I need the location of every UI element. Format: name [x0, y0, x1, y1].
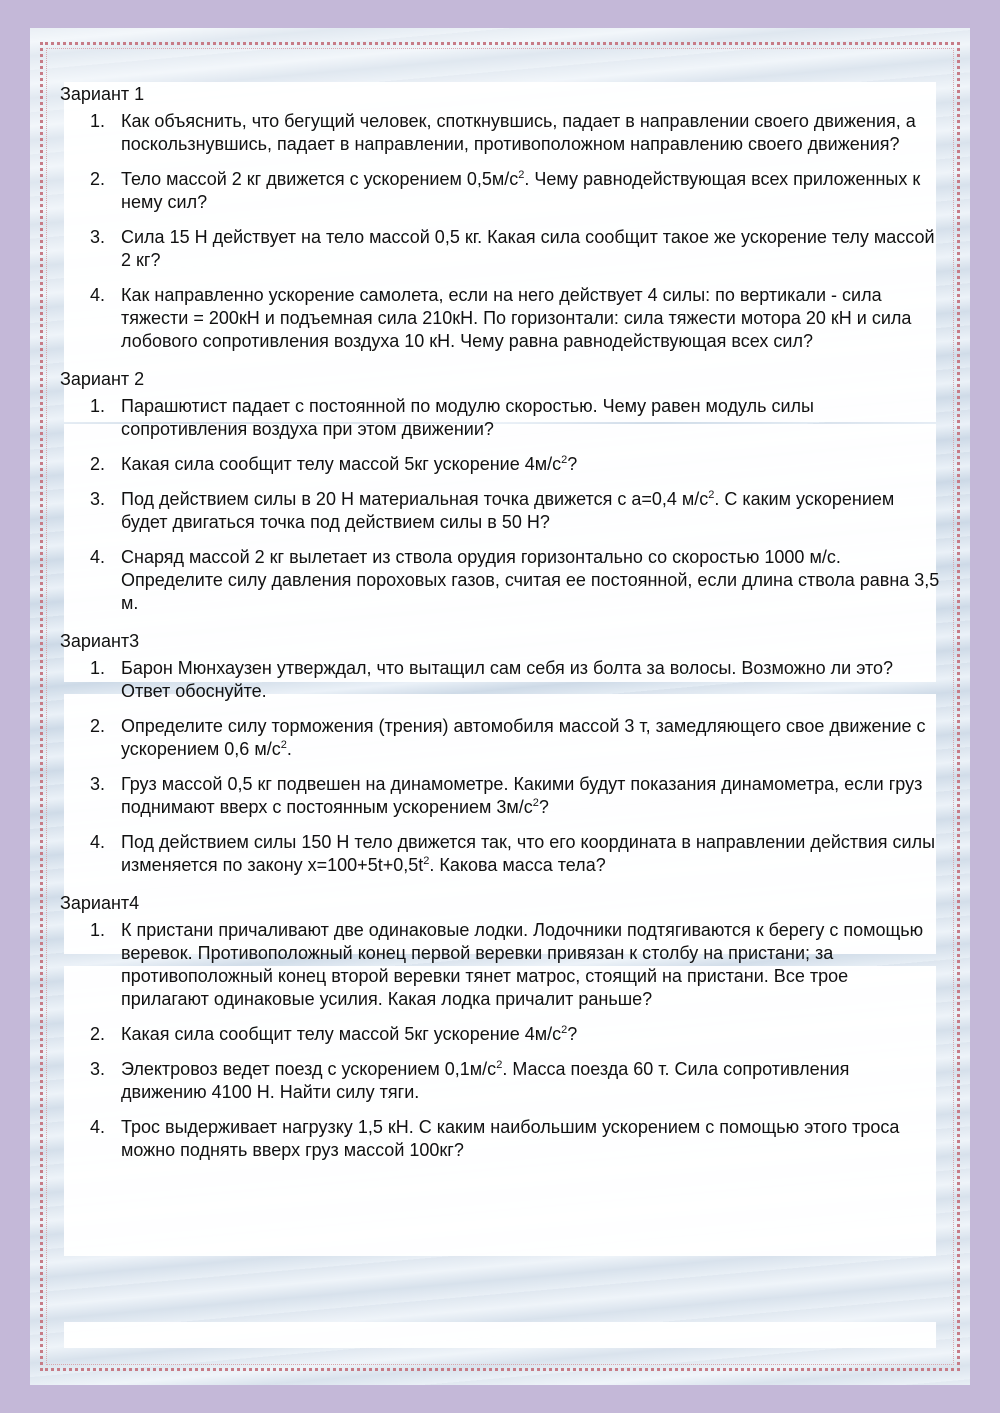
question-number: 4.	[90, 832, 106, 852]
question-text	[121, 396, 814, 439]
question-text-tail: ?	[567, 454, 578, 474]
variant-title: Зариант3	[60, 631, 140, 651]
question-text	[121, 489, 894, 532]
question-text-tail: . С каким ускорением будет двигаться точка под действием силы в 50 Н?	[121, 489, 895, 532]
variant-title: Зариант 2	[60, 369, 145, 389]
question-number: 3.	[90, 774, 106, 794]
question-text	[121, 658, 893, 701]
question-item	[60, 226, 940, 272]
variant-section	[60, 627, 940, 877]
question-item	[60, 773, 940, 819]
question-text-main: К пристани причаливают две одинаковые лодки. Лодочники подтягиваются к берегу с помощью веревок. Противоположный конец первой веревки привязан к столбу на пристани; за противоположный конец второй веревки тянет матрос, стоящий на пристани. Все трое прилагают одинаковые усилия. Какая лодка причалит раньше?	[121, 920, 924, 1009]
question-text-tail: . Чему равнодействующая всех приложенных к нему сил?	[121, 169, 921, 212]
question-item	[60, 395, 940, 441]
variant-section	[60, 365, 940, 615]
variant-title: Зариант 1	[60, 84, 145, 104]
question-text	[121, 547, 939, 613]
question-text-main: Какая сила сообщит телу массой 5кг ускорение 4м/с	[121, 454, 562, 474]
question-item	[60, 546, 940, 615]
question-number: 1.	[90, 396, 106, 416]
variant-section	[60, 889, 940, 1162]
exponent: 2	[561, 1024, 568, 1036]
question-number: 2.	[90, 716, 106, 736]
question-number: 1.	[90, 658, 106, 678]
question-number: 2.	[90, 169, 106, 189]
question-text-main: Под действием силы в 20 Н материальная точка движется с а=0,4 м/с	[121, 489, 709, 509]
question-item	[60, 657, 940, 703]
question-number: 3.	[90, 227, 106, 247]
question-text	[121, 227, 935, 270]
exponent: 2	[496, 1059, 503, 1071]
question-text-tail: . Какова масса тела?	[429, 855, 606, 875]
question-number: 2.	[90, 454, 106, 474]
exponent: 2	[280, 739, 287, 751]
question-list	[60, 110, 940, 353]
question-item	[60, 110, 940, 156]
variant-section	[60, 80, 940, 353]
question-list	[60, 919, 940, 1162]
exponent: 2	[708, 489, 715, 501]
question-item	[60, 715, 940, 761]
question-number: 4.	[90, 285, 106, 305]
question-text-main: Какая сила сообщит телу массой 5кг ускорение 4м/с	[121, 1024, 562, 1044]
question-number: 2.	[90, 1024, 106, 1044]
question-text-main: Тело массой 2 кг движется с ускорением 0,5м/с	[121, 169, 519, 189]
question-text-tail: . Масса поезда 60 т. Сила сопротивления движению 4100 Н. Найти силу тяги.	[121, 1059, 850, 1102]
question-number: 1.	[90, 920, 106, 940]
question-item	[60, 488, 940, 534]
question-text-main: Парашютист падает с постоянной по модулю скоростью. Чему равен модуль силы сопротивления воздуха при этом движении?	[121, 396, 814, 439]
question-text-main: Снаряд массой 2 кг вылетает из ствола орудия горизонтально со скоростью 1000 м/с. Определите силу давления пороховых газов, считая ее постоянной, если длина ствола равна 3,5 м.	[121, 547, 940, 613]
question-text	[121, 920, 923, 1009]
exponent: 2	[532, 797, 539, 809]
question-number: 3.	[90, 489, 106, 509]
question-item	[60, 919, 940, 1011]
question-text	[121, 716, 926, 759]
question-item	[60, 1058, 940, 1104]
question-text-main: Определите силу торможения (трения) автомобиля массой 3 т, замедляющего свое движение с ускорением 0,6 м/с	[121, 716, 926, 759]
question-text-main: Как объяснить, что бегущий человек, споткнувшись, падает в направлении своего движения, а поскользнувшись, падает в направлении, противоположном направлению своего движения?	[121, 111, 916, 154]
question-text	[121, 1117, 899, 1160]
question-item	[60, 284, 940, 353]
question-text-tail: .	[286, 739, 292, 759]
question-text-main: Сила 15 Н действует на тело массой 0,5 кг. Какая сила сообщит такое же ускорение телу массой 2 кг?	[121, 227, 935, 270]
question-list	[60, 395, 940, 615]
footer-panel	[64, 1322, 936, 1348]
question-text-main: Барон Мюнхаузен утверждал, что вытащил сам себя из болта за волосы. Возможно ли это? Ответ обоснуйте.	[121, 658, 894, 701]
question-item	[60, 168, 940, 214]
question-text	[121, 1059, 849, 1102]
question-text	[121, 774, 922, 817]
question-text-main: Трос выдерживает нагрузку 1,5 кН. С каким наибольшим ускорением с помощью этого троса можно поднять вверх груз массой 100кг?	[121, 1117, 900, 1160]
question-text-main: Под действием силы 150 Н тело движется так, что его координата в направлении действия силы изменяется по закону х=100+5t+0,5t	[121, 832, 936, 875]
question-text	[121, 454, 577, 474]
question-list	[60, 657, 940, 877]
question-number: 4.	[90, 547, 106, 567]
question-text	[121, 832, 935, 875]
question-text	[121, 1024, 577, 1044]
question-number: 4.	[90, 1117, 106, 1137]
question-item	[60, 453, 940, 476]
question-number: 3.	[90, 1059, 106, 1079]
worksheet-content	[60, 80, 940, 1174]
question-text-tail: ?	[538, 797, 549, 817]
question-text	[121, 169, 920, 212]
question-text-tail: ?	[567, 1024, 578, 1044]
variant-title: Зариант4	[60, 893, 140, 913]
question-number: 1.	[90, 111, 106, 131]
question-item	[60, 831, 940, 877]
question-item	[60, 1023, 940, 1046]
question-item	[60, 1116, 940, 1162]
question-text-main: Электровоз ведет поезд с ускорением 0,1м/с	[121, 1059, 497, 1079]
exponent: 2	[518, 169, 525, 181]
question-text-main: Как направленно ускорение самолета, если на него действует 4 силы: по вертикали - сила тяжести = 200кН и подъемная сила 210кН. По горизонтали: сила тяжести мотора 20 кН и сила лобового сопротивления воздуха 10 кН. Чему равна равнодействующая всех сил?	[121, 285, 912, 351]
exponent: 2	[423, 855, 430, 867]
question-text-main: Груз массой 0,5 кг подвешен на динамометре. Какими будут показания динамометра, если груз поднимают вверх с постоянным ускорением 3м/с	[121, 774, 923, 817]
question-text	[121, 111, 916, 154]
exponent: 2	[561, 454, 568, 466]
question-text	[121, 285, 911, 351]
